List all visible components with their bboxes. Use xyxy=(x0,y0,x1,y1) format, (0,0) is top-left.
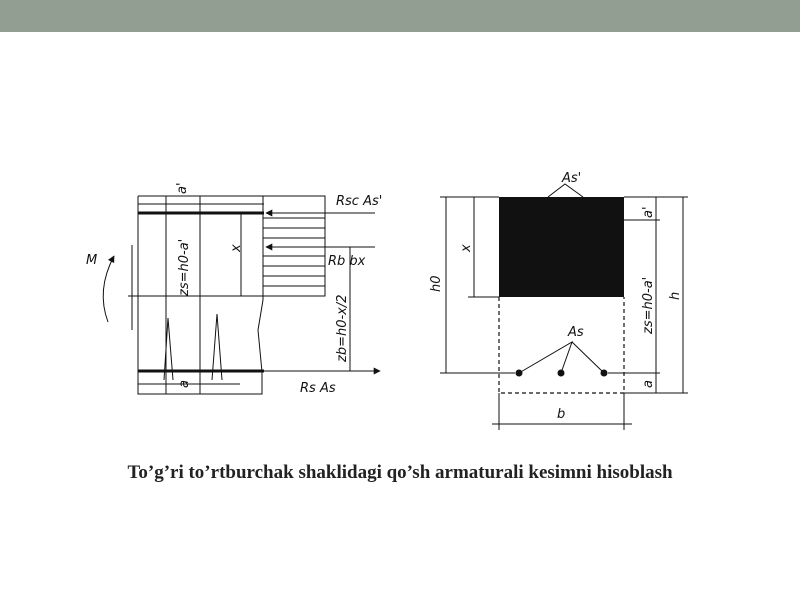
right-section-diagram xyxy=(429,171,688,430)
compression-zone xyxy=(499,197,624,297)
a-top-label: a' xyxy=(175,182,190,194)
moment-arrow xyxy=(103,256,114,322)
as-leader xyxy=(519,342,604,373)
figure-caption: To’g’ri to’rtburchak shaklidagi qo’sh armaturali kesimni hisoblash xyxy=(127,462,673,483)
a-top-label-right: a' xyxy=(641,206,656,218)
moment-label: M xyxy=(86,253,98,268)
a-bottom-label-right: a xyxy=(641,380,656,388)
rs-label: Rs As xyxy=(300,381,336,396)
h-label: h xyxy=(668,291,683,300)
x-label-right: x xyxy=(459,244,474,252)
stress-hatch xyxy=(263,218,325,286)
a-bottom-label: a xyxy=(177,380,192,388)
x-label: x xyxy=(229,244,244,252)
rsc-label: Rsc As' xyxy=(336,194,383,209)
zs-label-right: zs=h0-a' xyxy=(641,276,656,334)
as-top-label: As' xyxy=(562,171,582,186)
stress-block xyxy=(263,196,325,296)
rb-label: Rb bx xyxy=(328,254,366,269)
left-section-diagram xyxy=(86,182,382,396)
tension-zone-outline xyxy=(499,297,624,393)
zs-label: zs=h0-a' xyxy=(177,238,192,296)
as-bottom-label: As xyxy=(568,325,584,340)
b-label: b xyxy=(557,407,566,422)
zb-label: zb=h0-x/2 xyxy=(335,294,350,362)
h0-label: h0 xyxy=(429,275,444,292)
